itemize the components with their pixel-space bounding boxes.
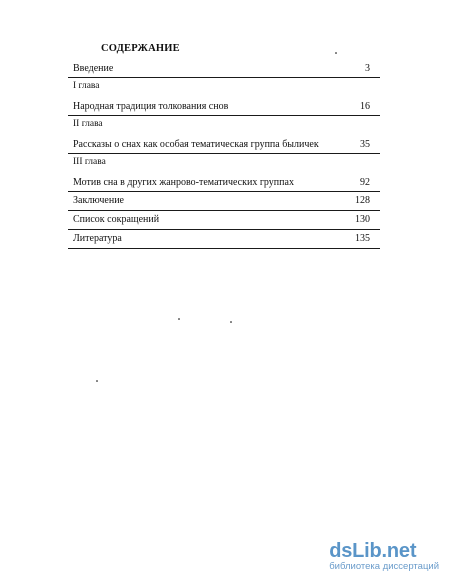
table-of-contents — [68, 60, 380, 249]
toc-entry-label: Мотив сна в других жанрово-тематических группах — [73, 177, 294, 188]
toc-page-number: 16 — [360, 101, 370, 112]
toc-chapter-label: III глава — [73, 157, 106, 167]
toc-page-number: 128 — [355, 195, 370, 206]
toc-entry-label: Рассказы о снах как особая тематическая группа быличек — [73, 139, 319, 150]
scan-speck — [230, 321, 232, 323]
watermark-subtitle: библиотека диссертаций — [329, 561, 439, 572]
toc-row-chapter-2 — [68, 116, 380, 133]
toc-row-chapter-3-title — [68, 171, 380, 192]
toc-entry-label: Введение — [73, 63, 114, 74]
toc-entry-label: Заключение — [73, 195, 124, 206]
page-title: СОДЕРЖАНИЕ — [101, 43, 180, 54]
toc-row-chapter-2-title — [68, 133, 380, 154]
watermark-logo: dsLib.net — [329, 540, 417, 562]
toc-row-chapter-1 — [68, 78, 380, 95]
toc-entry-label: Список сокращений — [73, 214, 160, 225]
toc-page-number: 130 — [355, 214, 370, 225]
scan-speck — [96, 380, 98, 382]
toc-page-number: 92 — [360, 177, 370, 188]
scan-speck — [335, 52, 337, 54]
dslib-watermark — [329, 541, 439, 573]
scan-speck — [178, 318, 180, 320]
toc-chapter-label: I глава — [73, 81, 100, 91]
toc-entry-label: Литература — [73, 233, 122, 244]
toc-row-conclusion — [68, 192, 380, 211]
toc-row-introduction — [68, 60, 380, 78]
toc-row-chapter-3 — [68, 154, 380, 171]
toc-row-abbreviations — [68, 211, 380, 230]
toc-chapter-label: II глава — [73, 119, 103, 129]
toc-row-literature — [68, 230, 380, 249]
toc-page-number: 135 — [355, 233, 370, 244]
toc-row-chapter-1-title — [68, 95, 380, 116]
toc-page-number: 35 — [360, 139, 370, 150]
toc-page-number: 3 — [365, 63, 370, 74]
toc-entry-label: Народная традиция толкования снов — [73, 101, 229, 112]
